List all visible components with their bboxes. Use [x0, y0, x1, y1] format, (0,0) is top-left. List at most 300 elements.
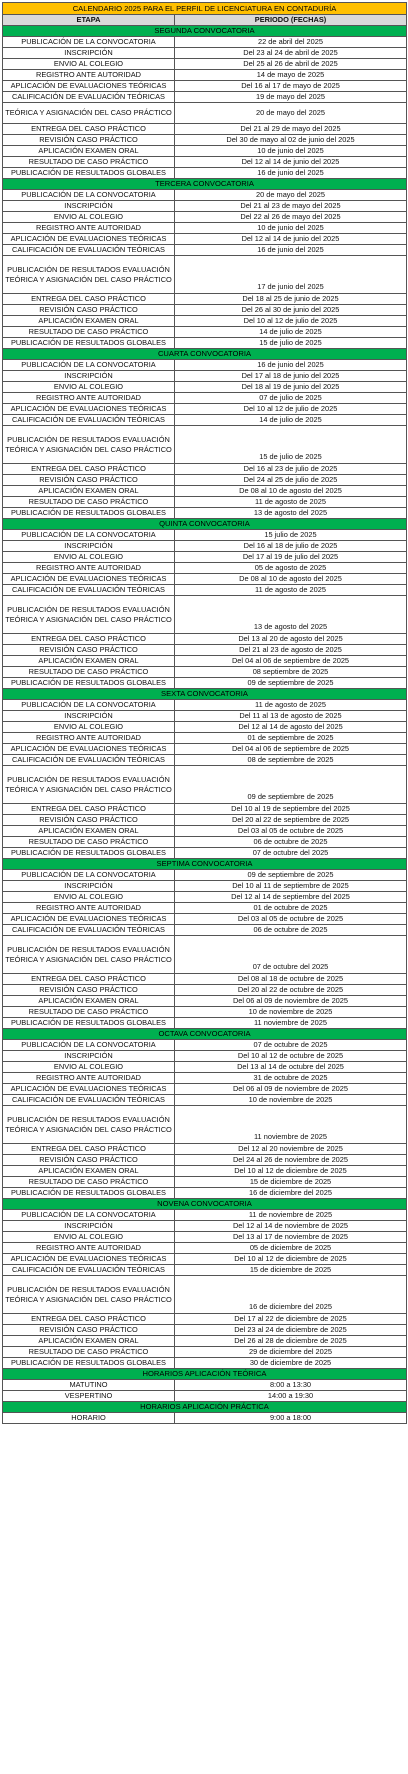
- table-row: [3, 1232, 407, 1243]
- table-row: [3, 245, 407, 256]
- period-cell: 08 septiembre de 2025: [175, 667, 407, 677]
- period-cell: Del 12 al 20 noviembre de 2025: [175, 1144, 407, 1154]
- table-row: [3, 815, 407, 826]
- period-cell: Del 06 al 09 de noviembre de 2025: [175, 996, 407, 1006]
- table-row: [3, 563, 407, 574]
- stage-cell: PUBLICACIÓN DE RESULTADOS EVALUACIÓN TEÓRICA Y ASIGNACIÓN DEL CASO PRÁCTICO: [3, 1106, 175, 1143]
- convocatoria-header: SEPTIMA CONVOCATORIA: [3, 859, 407, 869]
- period-cell: 11 noviembre de 2025: [175, 1018, 407, 1028]
- period-cell: 05 de diciembre de 2025: [175, 1243, 407, 1253]
- table-row: [3, 1144, 407, 1155]
- table-row: [3, 486, 407, 497]
- stage-cell: INSCRIPCIÓN: [3, 48, 175, 58]
- stage-cell: CALIFICACIÓN DE EVALUACIÓN TEÓRICAS: [3, 1265, 175, 1275]
- period-cell: 31 de octubre de 2025: [175, 1073, 407, 1083]
- period-cell: 06 de octubre de 2025: [175, 925, 407, 935]
- stage-cell: PUBLICACIÓN DE RESULTADOS EVALUACIÓN TEÓRICA Y ASIGNACIÓN DEL CASO PRÁCTICO: [3, 936, 175, 973]
- table-row: [3, 1007, 407, 1018]
- period-cell: Del 21 al 23 de agosto de 2025: [175, 645, 407, 655]
- horarios-practica-header: HORARIOS APLICACIÓN PRÁCTICA: [3, 1402, 407, 1412]
- table-row: [3, 1413, 407, 1424]
- period-cell: 07 de octubre del 2025: [175, 936, 407, 973]
- period-cell: 8:00 a 13:30: [175, 1380, 407, 1390]
- period-cell: Del 26 al 30 de junio del 2025: [175, 305, 407, 315]
- stage-cell: PUBLICACIÓN DE RESULTADOS GLOBALES: [3, 338, 175, 348]
- stage-cell: CALIFICACIÓN DE EVALUACIÓN TEÓRICAS: [3, 585, 175, 595]
- period-cell: 07 de octubre del 2025: [175, 848, 407, 858]
- period-cell: Del 10 al 12 de diciembre de 2025: [175, 1254, 407, 1264]
- table-row: [3, 530, 407, 541]
- stage-cell: PUBLICACIÓN DE RESULTADOS EVALUACIÓN TEÓRICA Y ASIGNACIÓN DEL CASO PRÁCTICO: [3, 766, 175, 803]
- stage-cell: REVISIÓN CASO PRÁCTICO: [3, 645, 175, 655]
- table-row: [3, 1095, 407, 1106]
- table-row: [3, 1177, 407, 1188]
- period-cell: Del 24 al 25 de julio de 2025: [175, 475, 407, 485]
- stage-cell: ENTREGA DEL CASO PRÁCTICO: [3, 294, 175, 304]
- period-cell: 07 de octubre de 2025: [175, 1040, 407, 1050]
- table-row: [3, 360, 407, 371]
- stage-cell: REGISTRO ANTE AUTORIDAD: [3, 903, 175, 913]
- stage-cell: ENTREGA DEL CASO PRÁCTICO: [3, 1144, 175, 1154]
- table-row: [3, 103, 407, 124]
- stage-cell: PUBLICACIÓN DE LA CONVOCATORIA: [3, 37, 175, 47]
- table-row: [3, 426, 407, 464]
- period-cell: 08 de septiembre de 2025: [175, 755, 407, 765]
- table-row: [3, 1040, 407, 1051]
- period-cell: 15 de julio de 2025: [175, 338, 407, 348]
- table-row: [3, 766, 407, 804]
- stage-cell: ENTREGA DEL CASO PRÁCTICO: [3, 634, 175, 644]
- period-cell: 09 de septiembre de 2025: [175, 870, 407, 880]
- table-row: [3, 755, 407, 766]
- stage-cell: PUBLICACIÓN DE LA CONVOCATORIA: [3, 530, 175, 540]
- table-row: [3, 404, 407, 415]
- stage-cell: ENVIO AL COLEGIO: [3, 1062, 175, 1072]
- table-row: [3, 305, 407, 316]
- period-cell: Del 21 al 23 de mayo del 2025: [175, 201, 407, 211]
- period-cell: 14:00 a 19:30: [175, 1391, 407, 1401]
- table-row: [3, 974, 407, 985]
- period-cell: 06 de octubre de 2025: [175, 837, 407, 847]
- table-row: [3, 1166, 407, 1177]
- period-cell: Del 10 al 19 de septiembre del 2025: [175, 804, 407, 814]
- stage-cell: PUBLICACIÓN DE RESULTADOS GLOBALES: [3, 508, 175, 518]
- stage-cell: CALIFICACIÓN DE EVALUACIÓN TEÓRICAS: [3, 245, 175, 255]
- period-cell: Del 10 al 12 de julio de 2025: [175, 316, 407, 326]
- table-row: [3, 92, 407, 103]
- period-cell: Del 21 al 29 de mayo del 2025: [175, 124, 407, 134]
- table-row: [3, 81, 407, 92]
- section-header-row: [3, 179, 407, 190]
- table-row: [3, 881, 407, 892]
- stage-cell: PUBLICACIÓN DE RESULTADOS EVALUACIÓN TEÓRICA Y ASIGNACIÓN DEL CASO PRÁCTICO: [3, 256, 175, 293]
- period-cell: 16 de diciembre del 2025: [175, 1276, 407, 1313]
- stage-cell: CALIFICACIÓN DE EVALUACIÓN TEÓRICAS: [3, 92, 175, 102]
- period-cell: Del 23 al 24 de abril de 2025: [175, 48, 407, 58]
- stage-cell: APLICACIÓN EXAMEN ORAL: [3, 1166, 175, 1176]
- period-cell: 11 de agosto de 2025: [175, 497, 407, 507]
- table-row: [3, 497, 407, 508]
- stage-cell: REGISTRO ANTE AUTORIDAD: [3, 70, 175, 80]
- period-cell: 13 de agosto del 2025: [175, 596, 407, 633]
- stage-cell: APLICACIÓN DE EVALUACIONES TEÓRICAS: [3, 1254, 175, 1264]
- table-row: [3, 464, 407, 475]
- convocatoria-header: CUARTA CONVOCATORIA: [3, 349, 407, 359]
- stage-cell: INSCRIPCIÓN: [3, 371, 175, 381]
- period-cell: Del 30 de mayo al 02 de junio del 2025: [175, 135, 407, 145]
- table-row: [3, 157, 407, 168]
- table-row: [3, 327, 407, 338]
- table-row: [3, 168, 407, 179]
- period-cell: 10 de noviembre de 2025: [175, 1095, 407, 1105]
- convocatoria-header: TERCERA CONVOCATORIA: [3, 179, 407, 189]
- table-row: [3, 190, 407, 201]
- stage-cell: REGISTRO ANTE AUTORIDAD: [3, 393, 175, 403]
- table-row: [3, 1276, 407, 1314]
- stage-cell: INSCRIPCIÓN: [3, 711, 175, 721]
- table-row: [3, 201, 407, 212]
- table-row: [3, 135, 407, 146]
- stage-cell: INSCRIPCIÓN: [3, 1051, 175, 1061]
- table-row: [3, 1265, 407, 1276]
- stage-cell: REGISTRO ANTE AUTORIDAD: [3, 223, 175, 233]
- period-cell: Del 13 al 14 de octubre del 2025: [175, 1062, 407, 1072]
- stage-cell: ENTREGA DEL CASO PRÁCTICO: [3, 804, 175, 814]
- stage-cell: CALIFICACIÓN DE EVALUACIÓN TEÓRICAS: [3, 415, 175, 425]
- table-row: [3, 124, 407, 135]
- stage-cell: INSCRIPCIÓN: [3, 1221, 175, 1231]
- period-cell: 16 de junio del 2025: [175, 168, 407, 178]
- table-row: [3, 892, 407, 903]
- period-cell: Del 12 al 14 de noviembre de 2025: [175, 1221, 407, 1231]
- calendar-title: CALENDARIO 2025 PARA EL PERFIL DE LICENCIATURA EN CONTADURÍA: [3, 3, 407, 14]
- stage-cell: APLICACIÓN EXAMEN ORAL: [3, 1336, 175, 1346]
- section-header-row: [3, 1402, 407, 1413]
- period-cell: Del 11 al 13 de agosto de 2025: [175, 711, 407, 721]
- table-row: [3, 996, 407, 1007]
- period-cell: Del 18 al 19 de junio del 2025: [175, 382, 407, 392]
- table-row: [3, 837, 407, 848]
- stage-cell: REVISIÓN CASO PRÁCTICO: [3, 1155, 175, 1165]
- period-cell: 10 de junio del 2025: [175, 223, 407, 233]
- table-row: [3, 1188, 407, 1199]
- period-cell: 19 de mayo del 2025: [175, 92, 407, 102]
- table-row: [3, 552, 407, 563]
- stage-cell: REGISTRO ANTE AUTORIDAD: [3, 563, 175, 573]
- stage-cell: PUBLICACIÓN DE RESULTADOS GLOBALES: [3, 1018, 175, 1028]
- section-header-row: [3, 1199, 407, 1210]
- stage-cell: ENVIO AL COLEGIO: [3, 382, 175, 392]
- period-cell: Del 12 al 14 de septiembre del 2025: [175, 892, 407, 902]
- table-row: [3, 914, 407, 925]
- period-cell: 10 de noviembre de 2025: [175, 1007, 407, 1017]
- period-cell: Del 25 al 26 de abril de 2025: [175, 59, 407, 69]
- period-cell: Del 12 al 14 de agosto del 2025: [175, 722, 407, 732]
- table-row: [3, 903, 407, 914]
- table-row: [3, 1314, 407, 1325]
- title-row: [3, 3, 407, 15]
- period-cell: Del 04 al 06 de septiembre de 2025: [175, 744, 407, 754]
- table-row: [3, 393, 407, 404]
- table-row: [3, 804, 407, 815]
- convocatoria-header: OCTAVA CONVOCATORIA: [3, 1029, 407, 1039]
- stage-cell: REGISTRO ANTE AUTORIDAD: [3, 1243, 175, 1253]
- section-header-row: [3, 1369, 407, 1380]
- stage-cell: REVISIÓN CASO PRÁCTICO: [3, 305, 175, 315]
- period-cell: 14 de julio de 2025: [175, 415, 407, 425]
- table-row: [3, 1018, 407, 1029]
- table-row: [3, 146, 407, 157]
- table-row: [3, 70, 407, 81]
- stage-cell: APLICACIÓN EXAMEN ORAL: [3, 316, 175, 326]
- period-cell: 09 de septiembre de 2025: [175, 766, 407, 803]
- stage-cell: INSCRIPCIÓN: [3, 541, 175, 551]
- section-header-row: [3, 519, 407, 530]
- stage-cell: APLICACIÓN EXAMEN ORAL: [3, 996, 175, 1006]
- stage-cell: APLICACIÓN EXAMEN ORAL: [3, 486, 175, 496]
- stage-cell: PUBLICACIÓN DE LA CONVOCATORIA: [3, 1210, 175, 1220]
- period-cell: 11 de agosto de 2025: [175, 585, 407, 595]
- period-cell: Del 24 al 26 de noviembre de 2025: [175, 1155, 407, 1165]
- stage-cell: RESULTADO DE CASO PRÁCTICO: [3, 1177, 175, 1187]
- stage-cell: CALIFICACIÓN DE EVALUACIÓN TEÓRICAS: [3, 925, 175, 935]
- stage-cell: HORARIO: [3, 1413, 175, 1423]
- stage-cell: ENTREGA DEL CASO PRÁCTICO: [3, 464, 175, 474]
- stage-cell: ENVIO AL COLEGIO: [3, 722, 175, 732]
- period-cell: De 08 al 10 de agosto del 2025: [175, 486, 407, 496]
- table-row: [3, 508, 407, 519]
- table-row: [3, 223, 407, 234]
- table-row: [3, 711, 407, 722]
- period-cell: 09 de septiembre de 2025: [175, 678, 407, 688]
- period-cell: 07 de julio de 2025: [175, 393, 407, 403]
- stage-cell: ENTREGA DEL CASO PRÁCTICO: [3, 1314, 175, 1324]
- period-cell: 15 de julio de 2025: [175, 426, 407, 463]
- table-row: [3, 1062, 407, 1073]
- table-row: [3, 1243, 407, 1254]
- table-row: [3, 59, 407, 70]
- period-cell: Del 23 al 24 de diciembre de 2025: [175, 1325, 407, 1335]
- stage-cell: APLICACIÓN DE EVALUACIONES TEÓRICAS: [3, 574, 175, 584]
- stage-cell: RESULTADO DE CASO PRÁCTICO: [3, 327, 175, 337]
- stage-cell: REVISIÓN CASO PRÁCTICO: [3, 135, 175, 145]
- period-cell: 10 de junio del 2025: [175, 146, 407, 156]
- table-row: [3, 382, 407, 393]
- table-row: [3, 634, 407, 645]
- period-cell: 01 de septiembre de 2025: [175, 733, 407, 743]
- stage-cell: TEÓRICA Y ASIGNACIÓN DEL CASO PRÁCTICO: [3, 103, 175, 123]
- table-row: [3, 722, 407, 733]
- period-cell: Del 04 al 06 de septiembre de 2025: [175, 656, 407, 666]
- period-cell: 16 de diciembre del 2025: [175, 1188, 407, 1198]
- table-row: [3, 925, 407, 936]
- stage-cell: CALIFICACIÓN DE EVALUACIÓN TEÓRICAS: [3, 1095, 175, 1105]
- period-cell: Del 16 al 23 de julio de 2025: [175, 464, 407, 474]
- convocatoria-header: NOVENA CONVOCATORIA: [3, 1199, 407, 1209]
- convocatoria-header: SEGUNDA CONVOCATORIA: [3, 26, 407, 36]
- table-row: [3, 234, 407, 245]
- table-row: [3, 678, 407, 689]
- table-row: [3, 1073, 407, 1084]
- period-cell: 14 de julio de 2025: [175, 327, 407, 337]
- period-cell: Del 16 al 17 de mayo de 2025: [175, 81, 407, 91]
- period-cell: 01 de octubre de 2025: [175, 903, 407, 913]
- stage-cell: ENVIO AL COLEGIO: [3, 892, 175, 902]
- table-row: [3, 1358, 407, 1369]
- table-row: [3, 294, 407, 305]
- period-cell: 16 de junio del 2025: [175, 245, 407, 255]
- period-cell: Del 17 al 19 de julio del 2025: [175, 552, 407, 562]
- table-row: [3, 870, 407, 881]
- period-cell: 30 de diciembre de 2025: [175, 1358, 407, 1368]
- stage-cell: INSCRIPCIÓN: [3, 201, 175, 211]
- section-header-row: [3, 349, 407, 360]
- period-cell: Del 08 al 18 de octubre de 2025: [175, 974, 407, 984]
- period-cell: 15 julio de 2025: [175, 530, 407, 540]
- period-cell: De 08 al 10 de agosto del 2025: [175, 574, 407, 584]
- table-row: [3, 475, 407, 486]
- period-cell: Del 20 al 22 de octubre de 2025: [175, 985, 407, 995]
- table-row: [3, 415, 407, 426]
- stage-cell: PUBLICACIÓN DE RESULTADOS EVALUACIÓN TEÓRICA Y ASIGNACIÓN DEL CASO PRÁCTICO: [3, 426, 175, 463]
- period-cell: 05 de agosto de 2025: [175, 563, 407, 573]
- table-row: [3, 1254, 407, 1265]
- stage-cell: PUBLICACIÓN DE RESULTADOS EVALUACIÓN TEÓRICA Y ASIGNACIÓN DEL CASO PRÁCTICO: [3, 596, 175, 633]
- period-cell: Del 10 al 12 de octubre de 2025: [175, 1051, 407, 1061]
- table-row: [3, 1347, 407, 1358]
- stage-cell: ENVIO AL COLEGIO: [3, 212, 175, 222]
- stage-cell: REVISIÓN CASO PRÁCTICO: [3, 1325, 175, 1335]
- stage-cell: REGISTRO ANTE AUTORIDAD: [3, 733, 175, 743]
- period-cell: Del 16 al 18 de julio de 2025: [175, 541, 407, 551]
- stage-cell: RESULTADO DE CASO PRÁCTICO: [3, 1007, 175, 1017]
- period-cell: 14 de mayo de 2025: [175, 70, 407, 80]
- stage-cell: APLICACIÓN DE EVALUACIONES TEÓRICAS: [3, 744, 175, 754]
- period-cell: Del 17 al 22 de diciembre de 2025: [175, 1314, 407, 1324]
- horarios-teorica-header: HORARIOS APLICACIÓN TEÓRICA: [3, 1369, 407, 1379]
- period-cell: 9:00 a 18:00: [175, 1413, 407, 1423]
- stage-cell: VESPERTINO: [3, 1391, 175, 1401]
- period-cell: Del 12 al 14 de junio del 2025: [175, 157, 407, 167]
- period-cell: 22 de abril del 2025: [175, 37, 407, 47]
- stage-cell: PUBLICACIÓN DE RESULTADOS GLOBALES: [3, 1188, 175, 1198]
- section-header-row: [3, 1029, 407, 1040]
- period-cell: 11 de noviembre de 2025: [175, 1210, 407, 1220]
- table-row: [3, 1336, 407, 1347]
- stage-cell: APLICACIÓN DE EVALUACIONES TEÓRICAS: [3, 1084, 175, 1094]
- stage-cell: RESULTADO DE CASO PRÁCTICO: [3, 497, 175, 507]
- period-cell: Del 20 al 22 de septiembre de 2025: [175, 815, 407, 825]
- stage-cell: PUBLICACIÓN DE RESULTADOS GLOBALES: [3, 168, 175, 178]
- table-row: [3, 848, 407, 859]
- period-cell: 20 de mayo del 2025: [175, 103, 407, 123]
- period-cell: 13 de agosto del 2025: [175, 508, 407, 518]
- table-row: [3, 645, 407, 656]
- table-row: [3, 1391, 407, 1402]
- table-row: [3, 1210, 407, 1221]
- section-header-row: [3, 689, 407, 700]
- table-row: [3, 371, 407, 382]
- period-column-header: PERIODO (FECHAS): [175, 15, 407, 25]
- table-row: [3, 826, 407, 837]
- period-cell: 11 noviembre de 2025: [175, 1106, 407, 1143]
- stage-cell: CALIFICACIÓN DE EVALUACIÓN TEÓRICAS: [3, 755, 175, 765]
- table-row: [3, 256, 407, 294]
- stage-cell: PUBLICACIÓN DE RESULTADOS GLOBALES: [3, 848, 175, 858]
- table-row: [3, 585, 407, 596]
- stage-cell: REGISTRO ANTE AUTORIDAD: [3, 1073, 175, 1083]
- period-cell: Del 10 al 11 de septiembre de 2025: [175, 881, 407, 891]
- table-row: [3, 667, 407, 678]
- stage-cell: PUBLICACIÓN DE LA CONVOCATORIA: [3, 190, 175, 200]
- stage-cell: APLICACIÓN EXAMEN ORAL: [3, 146, 175, 156]
- stage-cell: PUBLICACIÓN DE RESULTADOS GLOBALES: [3, 1358, 175, 1368]
- table-row: [3, 1325, 407, 1336]
- table-row: [3, 574, 407, 585]
- period-cell: 29 de diciembre del 2025: [175, 1347, 407, 1357]
- stage-cell: APLICACIÓN DE EVALUACIONES TEÓRICAS: [3, 404, 175, 414]
- stage-cell: MATUTINO: [3, 1380, 175, 1390]
- period-cell: Del 17 al 18 de junio del 2025: [175, 371, 407, 381]
- period-cell: 11 de agosto de 2025: [175, 700, 407, 710]
- stage-cell: APLICACIÓN EXAMEN ORAL: [3, 826, 175, 836]
- table-row: [3, 985, 407, 996]
- period-cell: Del 10 al 12 de julio de 2025: [175, 404, 407, 414]
- stage-cell: RESULTADO DE CASO PRÁCTICO: [3, 667, 175, 677]
- stage-cell: RESULTADO DE CASO PRÁCTICO: [3, 837, 175, 847]
- table-row: [3, 212, 407, 223]
- stage-column-header: ETAPA: [3, 15, 175, 25]
- period-cell: Del 18 al 25 de junio de 2025: [175, 294, 407, 304]
- header-row: [3, 15, 407, 26]
- period-cell: Del 13 al 17 de noviembre de 2025: [175, 1232, 407, 1242]
- table-row: [3, 1380, 407, 1391]
- table-row: [3, 48, 407, 59]
- table-row: [3, 1155, 407, 1166]
- table-row: [3, 1084, 407, 1095]
- stage-cell: PUBLICACIÓN DE RESULTADOS EVALUACIÓN TEÓRICA Y ASIGNACIÓN DEL CASO PRÁCTICO: [3, 1276, 175, 1313]
- section-header-row: [3, 26, 407, 37]
- convocatoria-header: QUINTA CONVOCATORIA: [3, 519, 407, 529]
- table-row: [3, 541, 407, 552]
- table-row: [3, 744, 407, 755]
- stage-cell: ENTREGA DEL CASO PRÁCTICO: [3, 124, 175, 134]
- table-row: [3, 1221, 407, 1232]
- table-row: [3, 316, 407, 327]
- calendar-table: [2, 2, 407, 1424]
- stage-cell: RESULTADO DE CASO PRÁCTICO: [3, 1347, 175, 1357]
- stage-cell: ENVIO AL COLEGIO: [3, 59, 175, 69]
- stage-cell: INSCRIPCIÓN: [3, 881, 175, 891]
- stage-cell: APLICACIÓN DE EVALUACIONES TEÓRICAS: [3, 914, 175, 924]
- stage-cell: ENTREGA DEL CASO PRÁCTICO: [3, 974, 175, 984]
- period-cell: 17 de junio del 2025: [175, 256, 407, 293]
- period-cell: Del 12 al 14 de junio del 2025: [175, 234, 407, 244]
- stage-cell: ENVIO AL COLEGIO: [3, 552, 175, 562]
- stage-cell: PUBLICACIÓN DE LA CONVOCATORIA: [3, 1040, 175, 1050]
- stage-cell: APLICACIÓN EXAMEN ORAL: [3, 656, 175, 666]
- table-row: [3, 1106, 407, 1144]
- stage-cell: APLICACIÓN DE EVALUACIONES TEÓRICAS: [3, 81, 175, 91]
- table-row: [3, 700, 407, 711]
- period-cell: Del 13 al 20 de agosto del 2025: [175, 634, 407, 644]
- convocatorias-body: [3, 26, 407, 1424]
- period-cell: 15 de diciembre de 2025: [175, 1265, 407, 1275]
- table-row: [3, 596, 407, 634]
- stage-cell: RESULTADO DE CASO PRÁCTICO: [3, 157, 175, 167]
- stage-cell: PUBLICACIÓN DE LA CONVOCATORIA: [3, 870, 175, 880]
- stage-cell: REVISIÓN CASO PRÁCTICO: [3, 475, 175, 485]
